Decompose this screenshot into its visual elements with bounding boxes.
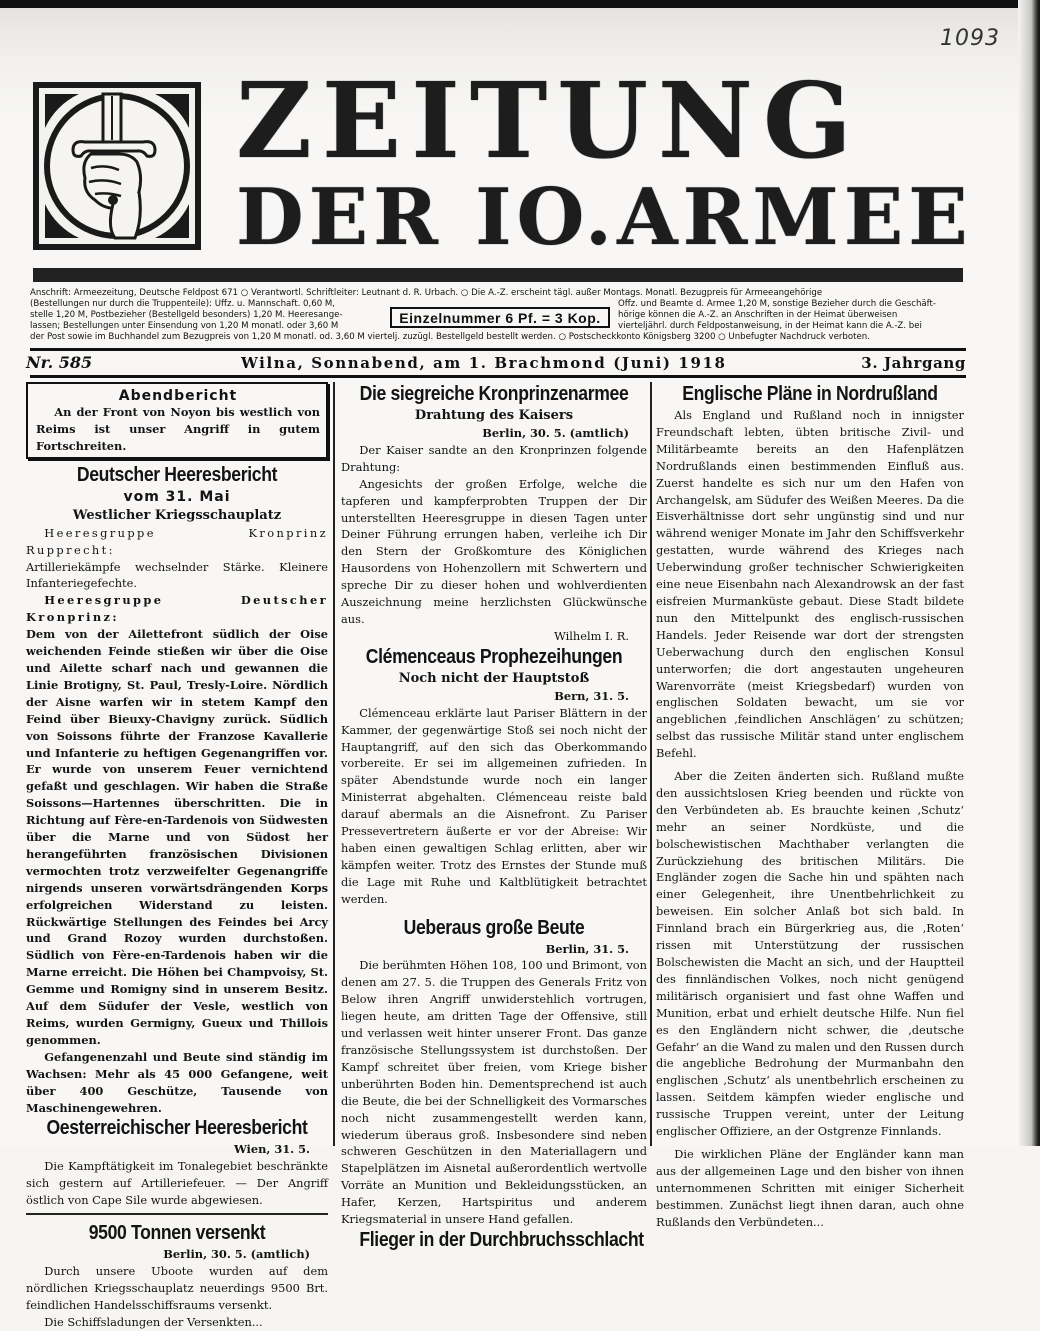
- article-body: Aber die Zeiten änderten sich. Rußland mußte den aussichtslosen Krieg beenden und rückte von den Verbündeten ab. Es brauchte keinen ‚Schutz‘ mehr an seiner Nordküste, und die bolschewistischen Machthaber verlangten die Zurückziehung des britischen Militärs. Die Engländer zogen die Sache hin und spähten nach einer Gelegenheit, ihre Unentbehrlichkeit zu beweisen. Ein solcher Anlaß bot sich bald. In Finnland brach ein Bürgerkrieg aus, die ‚Roten‘ rissen mit Unterstützung der russischen Bolschewisten die Macht an sich, und der Hauptteil des finnländischen Volkes, noch nicht genügend militärisch organisiert und fast ohne Waffen und Munition, erbat und erhielt deutsche Hilfe. Nun fiel es den Engländern nicht schwer, die ‚deutsche Gefahr‘ an die Wand zu malen und den Russen durch die angebliche Bedrohung der Murmanbahn den englischen ‚Schutz‘ als unentbehrlich erscheinen zu lassen. Seitdem kämpfen wieder englische und russische Truppen vereint, unter der Leitung englischer Offiziere, an der Ostgrenze Finnlands.: [656, 769, 964, 1139]
- column-3: [656, 382, 964, 1231]
- article-dateline: Bern, 31. 5.: [554, 688, 629, 703]
- article-subtitle: Noch nicht der Hauptstoß: [398, 670, 590, 686]
- article-kronprinzenarmee: [341, 382, 647, 645]
- issue-number: Nr. 585: [26, 353, 93, 372]
- article-title: Abendbericht: [118, 388, 238, 404]
- article-title: 9500 Tonnen versenkt: [88, 1222, 266, 1245]
- article-body-cut: Die Schiffsladungen der Versenkten...: [44, 1314, 263, 1329]
- article-title: Englische Pläne in Nordrußland: [682, 383, 938, 405]
- article-body: Dem von der Ailettefront südlich der Oise weichenden Feinde stießen wir über die Oise und Ailette scharf nach und gewannen die Linie Brotigny, St. Paul, Tresly-Loire. Nördlich der Aisne warfen wir in stetem Kampf den Feind über Bieuxy-Chavigny zurück. Südlich von Soissons führte der Franzose Kavallerie und Infanterie zu heftigen Gegenangriffen vor. Er wurde von unserem Feuer vernichtend gefaßt und geschlagen. Wir haben die Straße Soissons—Hartennes überschritten. Die in Richtung auf Fère-en-Tardenois von Südwesten über die Marne und von Südost her herangeführten französischen Divisionen vermochten trotz verzweifelter Gegenangriffe nirgends unseren vorwärtsdrängenden Korps erfolgreichen Widerstand zu leisten. Rückwärtige Stellungen des Feindes bei Arcy und Grand Rozoy wurden durchstoßen. Südlich von Fère-en-Tardenois haben wir die Marne erreicht. Die Höhen bei Champvoisy, St. Gemme und Romigny sind in unserem Besitz. Auf dem Südufer der Vesle, westlich von Reims, wurden Germigny, Gueux und Thillois genommen.: [26, 627, 328, 1047]
- article-deutscher-heeresbericht: [26, 463, 328, 1117]
- masthead-title-der-armee: DER IO.ARMEE: [236, 172, 973, 263]
- article-oesterreichischer-heeresbericht: [26, 1116, 328, 1209]
- column-1: [26, 382, 328, 1331]
- article-body: Der Kaiser sandte an den Kronprinzen folgende Drahtung:: [341, 442, 647, 474]
- article-date: vom 31. Mai: [123, 488, 231, 505]
- article-subtitle: Drahtung des Kaisers: [414, 408, 574, 423]
- article-dateline: Berlin, 30. 5. (amtlich): [482, 426, 629, 440]
- info-line: lassen; Bestellungen unter Einsendung von 1,20 M monatl. oder 3,60 M: [30, 321, 339, 331]
- section-lead: Heeresgruppe Kronprinz Rupprecht:: [26, 525, 328, 557]
- place-date: Wilna, Sonnabend, am 1. Brachmond (Juni) 1918: [241, 354, 727, 372]
- article-body: An der Front von Noyon bis westlich von Reims ist unser Angriff in gutem Fortschreiten.: [36, 405, 320, 453]
- volume-year: 3. Jahrgang: [861, 354, 966, 372]
- info-line: hörige können die A.-Z. an Anschriften in der Heimat überweisen: [618, 310, 898, 320]
- article-body: Die berühmten Höhen 108, 100 und Brimont, von denen am 27. 5. die Truppen des Generals Fritz von Below ihren Angriff unwiderstehlich vortrugen, liegen heute, am dritten Tage der Offensive, still und verlassen weit hinter unserer Front. Das ganze französische Stellungssystem ist durchstoßen. Der Kampf schreitet über freien, vom Kriege bisher unberührten Boden hin. Dementsprechend ist auch die Beute, die bei der Schnelligkeit des Vormarsches noch nicht zusammengestellt werden kann, wiederum überaus groß. Insbesondere sind neben schweren Geschützen in den Materiallagern und Stapelplätzen im Aisnetal außerordentlich wertvolle Vorräte an Munition und Bekleidungsstücken, an Hafer, Kerzen, Hartspiritus und anderem Kriegsmaterial in unsere Hand gefallen.: [341, 958, 647, 1227]
- divider: [26, 1213, 328, 1215]
- info-line: der Post sowie im Buchhandel zum Bezugpreis von 1,20 M monatl. od. 3,60 M viertelj. zuzügl. Bestellgeld bestellt werden. ○ Postscheckkonto Königsberg 3200 ○ Unbefugter Nachdruck verboten.: [30, 332, 870, 342]
- scan-right-edge: [1018, 0, 1040, 1146]
- abendbericht-box: [26, 382, 328, 459]
- column-divider: [650, 382, 652, 1146]
- masthead-bar: [33, 268, 963, 282]
- info-line: Offz. und Beamte d. Armee 1,20 M, sonstige Bezieher durch die Geschäft-: [618, 299, 937, 309]
- scan-top-edge: [0, 0, 1040, 8]
- info-line: stelle 1,20 M, Postbezieher (Bestellgeld besonders) 1,20 M. Heeresange-: [30, 310, 343, 320]
- article-body: Durch unsere Uboote wurden auf dem nördlichen Kriegsschauplatz neuerdings 9500 Brt. feindlichen Handelsschiffsraums versenkt.: [26, 1263, 328, 1312]
- info-line: vierteljährl. durch Feldpostanweisung, in der Heimat kann die A.-Z. bei: [618, 321, 922, 331]
- info-line: (Bestellungen nur durch die Truppenteile): Uffz. u. Mannschaft. 0,60 M,: [30, 299, 336, 309]
- article-body: Die wirklichen Pläne der Engländer kann man aus der allgemeinen Lage und den bisher von ihnen unternommenen Schritten mit einiger Sicherheit bestimmen. Zunächst liegt ihnen daran, auch ohne Rußlands den Verbündeten...: [656, 1146, 964, 1229]
- article-flieger: [341, 1228, 647, 1253]
- article-title: Die siegreiche Kronprinzenarmee: [359, 383, 629, 405]
- article-body: Angesichts der großen Erfolge, welche die tapferen und kampferprobten Truppen der Dir unterstellten Heeresgruppe in diesen Tagen unter Deiner Führung errungen haben, verleihe ich Dir den Stern der Großkomture des Königlichen Hausordens von Hohenzollern mit Schwertern und spreche Dir zu dieser hohen und wohlverdienten Auszeichnung meine herzlichsten Glückwünsche aus.: [341, 476, 647, 626]
- article-body: Clémenceau erklärte laut Pariser Blättern in der Kammer, der gegenwärtige Stoß sei noch nicht der Hauptangriff, auf den sich das Oberkommando vorbereite. Er sei im allgemeinen zufrieden. In später Abendstunde wurde noch ein langer Ministerrat abgehalten. Clémenceau reiste bald darauf abermals an die Aisnefront. Zu Pariser Pressevertretern äußerte er vor der Abreise: Wir haben einen gewaltigen Schlag erlitten, aber wir kämpfen weiter. Trotz des Ernstes der Stunde muß die Lage mit Ruhe und Kaltblütigkeit betrachtet werden.: [341, 705, 647, 906]
- article-body: Die Kampftätigkeit im Tonalegebiet beschränkte sich gestern auf Artilleriefeuer. — Der Angriff östlich von Cape Sile wurde abgewiesen.: [26, 1159, 328, 1208]
- article-title: Oesterreichischer Heeresbericht: [46, 1117, 308, 1140]
- divider: [30, 375, 966, 378]
- article-beute: [341, 916, 647, 1228]
- article-body: Gefangenenzahl und Beute sind ständig im Wachsen: Mehr als 45 000 Gefangene, weit über 400 Geschütze, Tausende von Maschinengewehren.: [26, 1049, 328, 1115]
- column-divider: [333, 382, 335, 1146]
- price-box: Einzelnummer 6 Pf. = 3 Kop.: [390, 307, 610, 328]
- article-dateline: Berlin, 31. 5.: [545, 941, 629, 956]
- handwritten-page-number: 1093: [940, 26, 1000, 51]
- article-body: Als England und Rußland noch in innigster Freundschaft lebten, übten britische Zivil- und Militärbeamte bereits an den Hafenplätzen Nordrußlands einen bestimmenden Einfluß aus. Zuerst handelte es sich nur um den Hafen von Archangelsk, am Südufer des Weißen Meeres. Da die Eisverhältnisse dort sehr ungünstig sind und nur während weniger Monate im Jahr den Schiffsverkehr gestatten, wurde während des Krieges nach Ueberwindung großer technischer Schwierigkeiten eine neue Eisenbahn nach Alexandrowsk an der fast eisfreien Murmanküste gebaut. Diese Stadt bildete nun den Mittelpunkt des englisch-russischen Handels. Jeder Reisende war dort der strengsten Ueberwachung durch den englischen Konsul unterworfen; die dort angestauten ungeheuren Warenvorräte (meist Kriegsbedarf) wurden von englischen Soldaten bewacht, um sie vor angeblichen ‚feindlichen Anschlägen‘ zu schützen; selbst das russische Militär stand unter englischem Befehl.: [656, 408, 964, 761]
- article-9500-tonnen: [26, 1221, 328, 1331]
- issue-dateline: [26, 352, 966, 374]
- article-dateline: Wien, 31. 5.: [233, 1142, 310, 1157]
- article-body: Artilleriekämpfe wechselnder Stärke. Kleinere Infanteriegefechte.: [26, 559, 328, 591]
- divider: [30, 348, 966, 351]
- article-title: Ueberaus große Beute: [403, 916, 585, 939]
- article-title: Clémenceaus Prophezeihungen: [365, 645, 623, 668]
- info-line: Anschrift: Armeezeitung, Deutsche Feldpost 671 ○ Verantwortl. Schriftleiter: Leutnant d. R. Urbach. ○ Die A.-Z. erscheint tägl. außer Montags. Monatl. Bezugpreis für Armeeangehörige: [30, 288, 823, 298]
- hand-gripping-sword-icon: [33, 82, 201, 250]
- article-title: Deutscher Heeresbericht: [76, 463, 278, 486]
- article-dateline: Berlin, 30. 5. (amtlich): [163, 1247, 310, 1262]
- article-clemenceau: [341, 645, 647, 908]
- article-englische-plaene: [656, 382, 964, 1231]
- publisher-info: [30, 288, 966, 346]
- article-subtitle: Westlicher Kriegsschauplatz: [72, 507, 282, 523]
- masthead-title-zeitung: ZEITUNG: [236, 59, 862, 182]
- column-2: [341, 382, 647, 1253]
- article-title: Flieger in der Durchbruchsschlacht: [359, 1228, 644, 1251]
- section-lead: Heeresgruppe Deutscher Kronprinz:: [26, 593, 328, 625]
- article-signature: Wilhelm I. R.: [554, 628, 629, 643]
